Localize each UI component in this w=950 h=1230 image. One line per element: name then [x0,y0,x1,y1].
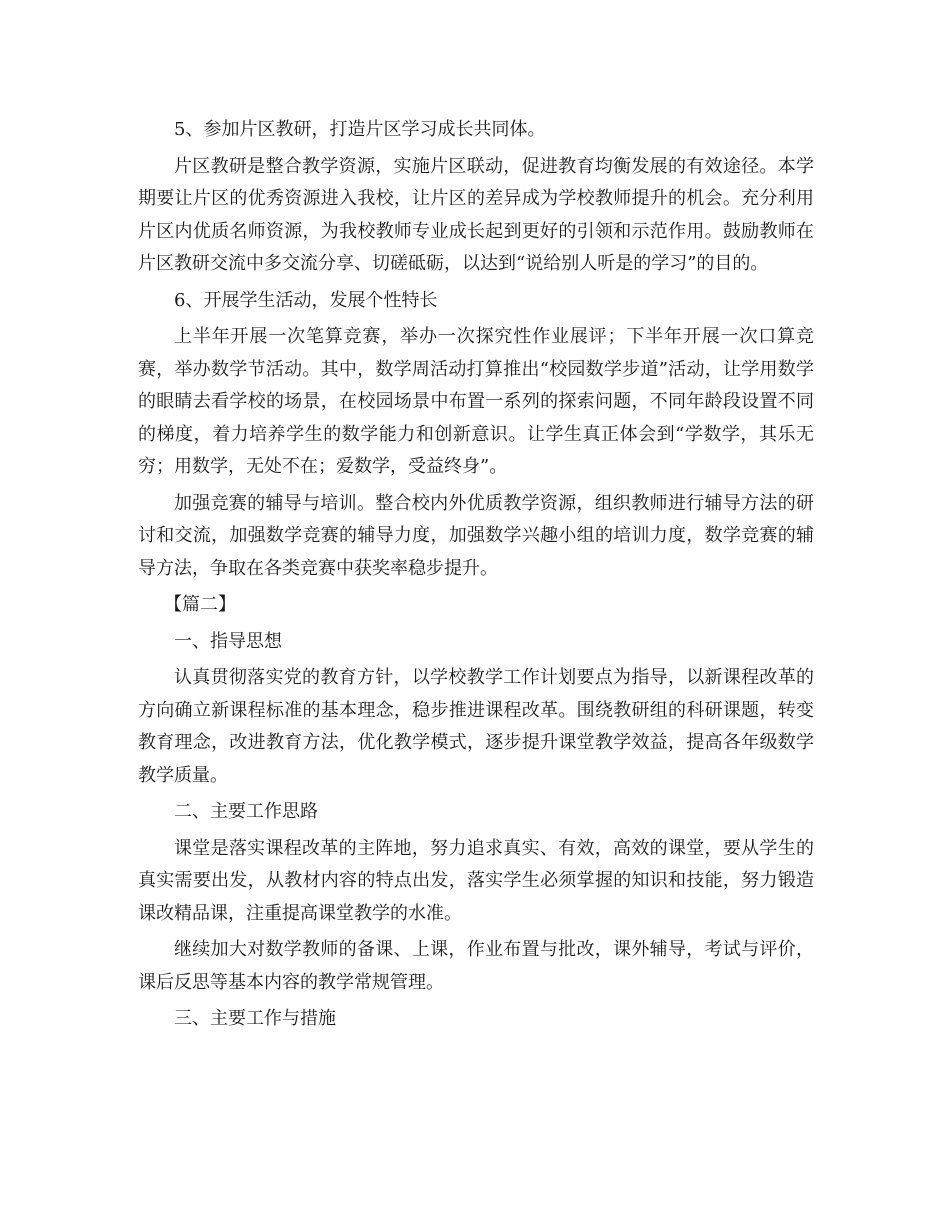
heading-section-5: 5、参加片区教研，打造片区学习成长共同体。 [174,119,546,140]
heading-section-6: 6、开展学生活动，发展个性特长 [174,289,438,311]
paragraph: 继续加大对数学教师的备课、上课，作业布置与批改，课外辅导，考试与评价，课后反思等基本内容的教学常规管理。 [138,939,814,993]
paragraph: 片区教研是整合教学资源，实施片区联动，促进教育均衡发展的有效途径。本学期要让片区的优秀资源进入我校，让片区的差异成为学校教师提升的机会。充分利用片区内优质名师资源，为我校教师专业成长起到更好的引领和示范作用。鼓励教师在片区教研交流中多交流分享、切磋砥砺，以达到“说给别人听是的学习”的目的。 [138,155,814,274]
paragraph: 课堂是落实课程改革的主阵地，努力追求真实、有效，高效的课堂，要从学生的真实需要出发，从教材内容的特点出发，落实学生必须掌握的知识和技能，努力锻造课改精品课，注重提高课堂教学的水准。 [138,837,814,924]
part-title: 【篇二】 [164,594,236,615]
document-body [138,114,814,1040]
heading-guiding-thought: 一、指导思想 [174,630,282,652]
heading-work-measures: 三、主要工作与措施 [174,1008,336,1029]
paragraph: 上半年开展一次笔算竞赛，举办一次探究性作业展评；下半年开展一次口算竞赛，举办数学节活动。其中，数学周活动打算推出“校园数学步道”活动，让学用数学的眼睛去看学校的场景，在校园场景中布置一系列的探索问题，不同年龄段设置不同的梯度，着力培养学生的数学能力和创新意识。让学生真正体会到“学数学，其乐无穷；用数学，无处不在；爱数学，受益终身”。 [138,326,814,477]
paragraph: 加强竞赛的辅导与培训。整合校内外优质教学资源，组织教师进行辅导方法的研讨和交流，加强数学竞赛的辅导力度，加强数学兴趣小组的培训力度，数学竞赛的辅导方法，争取在各类竞赛中获奖率稳步提升。 [138,492,814,579]
heading-work-approach: 二、主要工作思路 [174,801,318,822]
paragraph: 认真贯彻落实党的教育方针，以学校教学工作计划要点为指导，以新课程改革的方向确立新课程标准的基本理念，稳步推进课程改革。围绕教研组的科研课题，转变教育理念，改进教育方法，优化教学模式，逐步提升课堂教学效益，提高各年级数学教学质量。 [138,667,814,786]
